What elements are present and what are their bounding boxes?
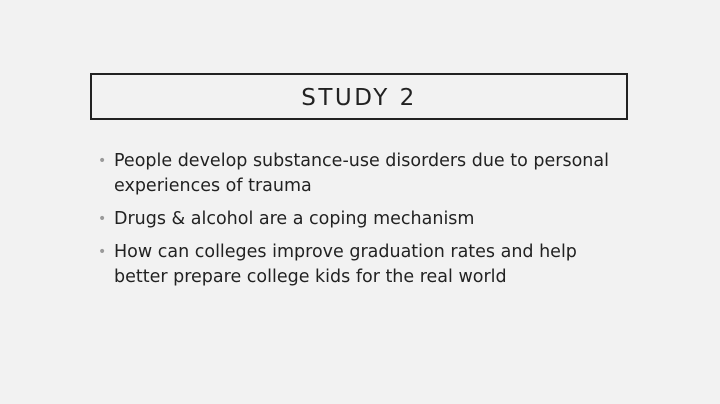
bullet-dot-icon: • <box>98 211 107 227</box>
title-box <box>90 73 628 120</box>
bullet-list <box>98 149 618 298</box>
bullet-item <box>98 240 618 290</box>
bullet-text: How can colleges improve graduation rates and help better prepare college kids for the real world <box>114 242 577 287</box>
bullet-dot-icon: • <box>98 153 107 169</box>
bullet-text: People develop substance-use disorders due to personal experiences of trauma <box>114 151 609 196</box>
bullet-dot-icon: • <box>98 244 107 260</box>
bullet-item <box>98 149 618 199</box>
bullet-text: Drugs & alcohol are a coping mechanism <box>114 209 475 229</box>
slide-title: STUDY 2 <box>301 84 417 111</box>
bullet-item <box>98 207 618 232</box>
